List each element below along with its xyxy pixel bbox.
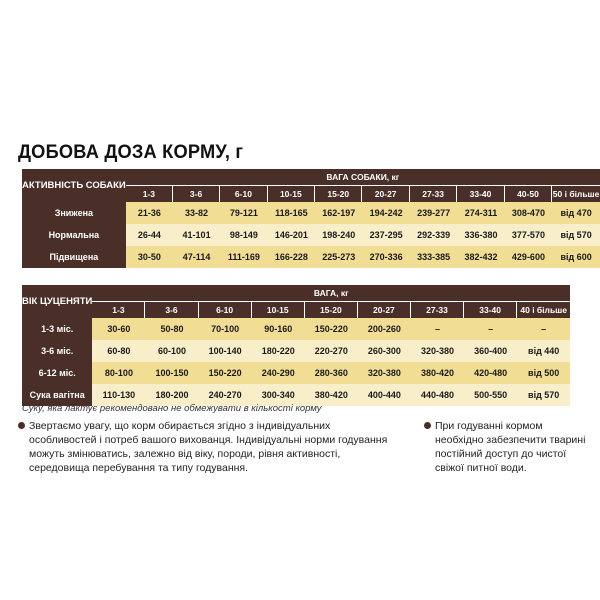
- note-left-text: Звертаємо увагу, що корм обирається згідно з індивідуальних особливостей і потреб вашого вихованця. Індивідуальні норми годування можуть змінюватись, залежно від віку, породи, рівня активності, середовища перебування та типу годування.: [29, 420, 388, 474]
- table-row: [22, 340, 570, 362]
- column-header: 10-15: [268, 186, 315, 202]
- table-cell: 220-270: [305, 340, 358, 362]
- row-label: Сука вагітна: [22, 384, 92, 406]
- column-header: 27-33: [410, 186, 457, 202]
- column-header: 1-3: [92, 302, 145, 318]
- table-cell: 41-101: [173, 224, 220, 246]
- table-cell: 150-220: [305, 318, 358, 340]
- table-cell: 225-273: [315, 246, 362, 268]
- table-cell: 180-200: [145, 384, 198, 406]
- row-label: 3-6 міс.: [22, 340, 92, 362]
- row-label: Знижена: [22, 202, 126, 224]
- column-header: 6-10: [220, 186, 267, 202]
- table-cell: 380-420: [305, 384, 358, 406]
- table-row: [22, 362, 570, 384]
- table-cell: 47-114: [173, 246, 220, 268]
- table-cell: 162-197: [315, 202, 362, 224]
- page-title: ДОБОВА ДОЗА КОРМУ, г: [18, 142, 244, 163]
- table-cell: –: [464, 318, 517, 340]
- table-cell: 400-440: [358, 384, 411, 406]
- table-cell: від 470: [552, 202, 600, 224]
- column-header: 40-50: [505, 186, 552, 202]
- column-header: 20-27: [362, 186, 409, 202]
- table-cell: 150-220: [199, 362, 252, 384]
- column-header: 20-27: [358, 302, 411, 318]
- table-cell: 30-50: [126, 246, 173, 268]
- table-cell: від 600: [552, 246, 600, 268]
- table-cell: 30-60: [92, 318, 145, 340]
- puppy-feeding-table: [22, 285, 570, 406]
- table-row: [22, 246, 600, 268]
- footnote: Суку, яка лактує рекомендовано не обмежувати в кількості корму: [22, 403, 322, 414]
- table-cell: 240-290: [252, 362, 305, 384]
- table-cell: 420-480: [464, 362, 517, 384]
- corner-header: ВІК ЦУЦЕНЯТИ: [22, 285, 92, 318]
- table-row: [22, 224, 600, 246]
- table-cell: –: [411, 318, 464, 340]
- table-cell: 429-600: [505, 246, 552, 268]
- table-cell: 198-240: [315, 224, 362, 246]
- column-header: 27-33: [411, 302, 464, 318]
- table-cell: 380-420: [411, 362, 464, 384]
- table-cell: 21-36: [126, 202, 173, 224]
- table-cell: 336-380: [457, 224, 504, 246]
- table-cell: 260-300: [358, 340, 411, 362]
- table-cell: 333-385: [410, 246, 457, 268]
- table-cell: 50-80: [145, 318, 198, 340]
- table-cell: 274-311: [457, 202, 504, 224]
- table-cell: 200-260: [358, 318, 411, 340]
- table-cell: 60-100: [145, 340, 198, 362]
- table-cell: 33-82: [173, 202, 220, 224]
- table-cell: 320-380: [411, 340, 464, 362]
- column-header: 6-10: [199, 302, 252, 318]
- table-cell: 100-150: [145, 362, 198, 384]
- table-cell: 111-169: [220, 246, 267, 268]
- table-cell: 98-149: [220, 224, 267, 246]
- column-header: 1-3: [126, 186, 173, 202]
- table-cell: 280-360: [305, 362, 358, 384]
- table-cell: 320-380: [358, 362, 411, 384]
- table-cell: 270-336: [362, 246, 409, 268]
- row-label: 6-12 міс.: [22, 362, 92, 384]
- table-cell: 239-277: [410, 202, 457, 224]
- column-header: 3-6: [173, 186, 220, 202]
- table-cell: –: [517, 318, 570, 340]
- column-header: 15-20: [315, 186, 362, 202]
- table-cell: 240-270: [199, 384, 252, 406]
- group-header: ВАГА СОБАКИ, кг: [126, 169, 600, 186]
- row-label: Нормальна: [22, 224, 126, 246]
- table-cell: 500-550: [464, 384, 517, 406]
- note-right-text: При годуванні кормом необхідно забезпечити тварині постійний доступ до чистої свіжої питної води.: [435, 420, 586, 474]
- table-cell: 237-295: [362, 224, 409, 246]
- table-cell: 360-400: [464, 340, 517, 362]
- table-cell: 60-80: [92, 340, 145, 362]
- table-cell: 308-470: [505, 202, 552, 224]
- table-cell: 100-140: [199, 340, 252, 362]
- bullet-icon: [424, 422, 431, 429]
- column-header: 33-40: [464, 302, 517, 318]
- bullet-icon: [18, 422, 25, 429]
- note-right: [424, 419, 589, 475]
- column-header: 40 і більше: [517, 302, 570, 318]
- column-header: 50 і більше: [552, 186, 600, 202]
- column-header: 33-40: [457, 186, 504, 202]
- group-header: ВАГА, кг: [92, 285, 570, 302]
- table-cell: 382-432: [457, 246, 504, 268]
- table-cell: від 570: [517, 384, 570, 406]
- row-label: Підвищена: [22, 246, 126, 268]
- table-cell: від 500: [517, 362, 570, 384]
- table-cell: 70-100: [199, 318, 252, 340]
- table-cell: 377-570: [505, 224, 552, 246]
- adult-feeding-table: [22, 169, 600, 268]
- table-cell: 110-130: [92, 384, 145, 406]
- table-cell: 80-100: [92, 362, 145, 384]
- table-cell: 26-44: [126, 224, 173, 246]
- table-cell: 90-160: [252, 318, 305, 340]
- row-label: 1-3 міс.: [22, 318, 92, 340]
- column-header: 10-15: [252, 302, 305, 318]
- table-cell: 146-201: [268, 224, 315, 246]
- column-header: 3-6: [145, 302, 198, 318]
- note-left: [18, 419, 398, 475]
- table-cell: 118-165: [268, 202, 315, 224]
- table-cell: 166-228: [268, 246, 315, 268]
- table-cell: 79-121: [220, 202, 267, 224]
- table-cell: 440-480: [411, 384, 464, 406]
- table-cell: 292-339: [410, 224, 457, 246]
- column-header: 15-20: [305, 302, 358, 318]
- table-cell: від 440: [517, 340, 570, 362]
- table-cell: 300-340: [252, 384, 305, 406]
- table-cell: 194-242: [362, 202, 409, 224]
- table-cell: 180-220: [252, 340, 305, 362]
- table-row: [22, 318, 570, 340]
- table-cell: від 570: [552, 224, 600, 246]
- table-row: [22, 202, 600, 224]
- corner-header: АКТИВНІСТЬ СОБАКИ: [22, 169, 126, 202]
